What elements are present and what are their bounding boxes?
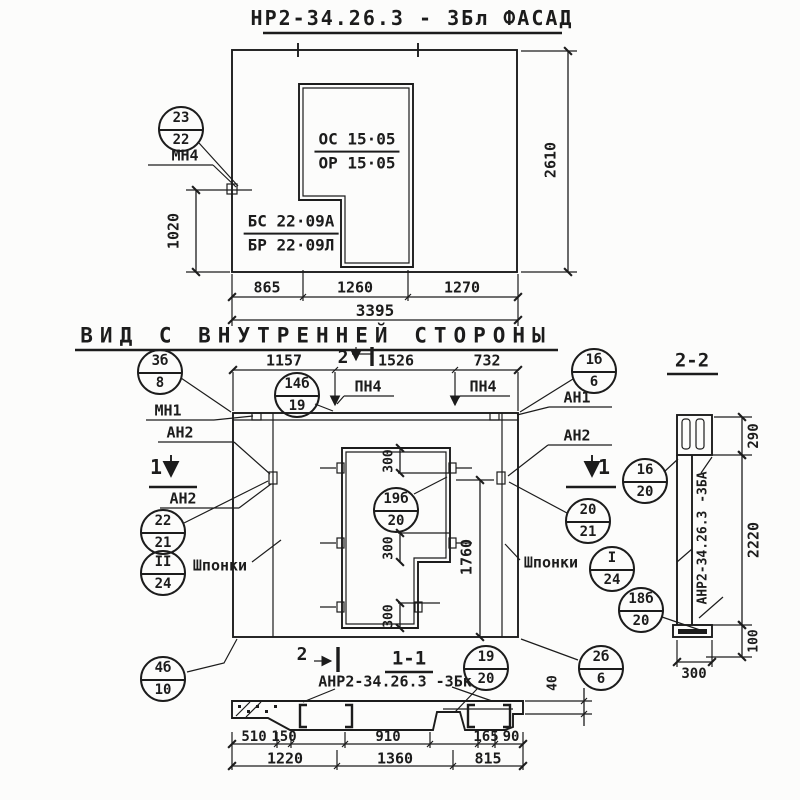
callout-top: I	[607, 550, 617, 566]
callout-top: 16	[636, 462, 654, 478]
dim-815: 815	[474, 749, 502, 768]
callout-top: 20	[579, 502, 597, 518]
callout-16-20	[622, 458, 668, 504]
callout-top: II	[154, 554, 172, 570]
callout-divider	[465, 668, 507, 670]
callout-divider	[375, 510, 417, 512]
dim-100: 100	[746, 629, 762, 653]
callout-bottom: 22	[172, 132, 190, 148]
dim-510: 510	[241, 729, 267, 745]
dim-1220: 1220	[266, 749, 304, 768]
callout-divider	[620, 610, 662, 612]
callout-bottom: 21	[579, 524, 597, 540]
callout-top: 18б	[628, 591, 654, 607]
label-an1: АН1	[563, 388, 591, 407]
callout-divider	[139, 372, 181, 374]
callout-bottom: 8	[155, 375, 165, 391]
callout-23-22	[158, 106, 204, 152]
section-1-1-title: 1-1	[391, 647, 427, 670]
opening-mark-bottom: ОР 15·05	[318, 154, 396, 173]
dim-1260: 1260	[336, 278, 374, 297]
callout-14b-19	[274, 372, 320, 418]
callout-bottom: 10	[154, 682, 172, 698]
callout-top: 14б	[284, 376, 310, 392]
dim-1526: 1526	[377, 351, 415, 370]
callout-bottom: 24	[603, 572, 621, 588]
label-shponki-right: Шпонки	[523, 553, 579, 572]
callout-top: 23	[172, 110, 190, 126]
dim-1157: 1157	[265, 351, 303, 370]
callout-divider	[142, 532, 184, 534]
dim-300-bottom: 300	[381, 604, 397, 628]
label-an2-right: АН2	[563, 426, 591, 445]
label-an2-left-bottom: АН2	[169, 489, 197, 508]
callout-divider	[142, 679, 184, 681]
callout-II-24	[140, 550, 186, 596]
dim-910: 910	[375, 729, 401, 745]
dim-1360: 1360	[376, 749, 414, 768]
dim-300-mid: 300	[381, 536, 397, 560]
callout-top: 19	[477, 649, 495, 665]
callout-bottom: 6	[589, 374, 599, 390]
callout-bottom: 20	[477, 671, 495, 687]
cut-mark-1-left: 1	[149, 455, 163, 479]
label-pn4-right: ПН4	[469, 377, 497, 396]
dim-40: 40	[545, 675, 561, 691]
dim-3395: 3395	[355, 301, 395, 320]
dim-1270: 1270	[443, 278, 481, 297]
callout-3b-8	[137, 349, 183, 395]
callout-divider	[276, 395, 318, 397]
section-2-2-label: АНР2-34.26.3 -3БА	[695, 471, 711, 605]
cut-mark-2-top: 2	[337, 347, 349, 368]
block-mark	[244, 213, 339, 256]
dim-165: 165	[473, 729, 499, 745]
callout-I-24	[589, 546, 635, 592]
cut-mark-2-bottom: 2	[296, 644, 308, 665]
dim-150: 150	[271, 729, 297, 745]
callout-18b-20	[618, 587, 664, 633]
callout-bottom: 20	[636, 484, 654, 500]
dim-300-sec22: 300	[681, 666, 707, 682]
callout-bottom: 24	[154, 576, 172, 592]
label-an2-left-top: АН2	[166, 423, 194, 442]
label-mn1: МН1	[154, 401, 182, 420]
callout-divider	[142, 573, 184, 575]
callout-top: 22	[154, 513, 172, 529]
callout-bottom: 20	[632, 613, 650, 629]
callout-divider	[567, 521, 609, 523]
callout-19b-20	[373, 487, 419, 533]
callout-1b-6	[571, 348, 617, 394]
callout-top: 1б	[585, 352, 603, 368]
dim-732: 732	[473, 351, 501, 370]
callout-20-21	[565, 498, 611, 544]
block-mark-bottom: БР 22·09Л	[247, 236, 335, 255]
callout-top: 3б	[151, 353, 169, 369]
dim-300-top: 300	[381, 449, 397, 473]
block-mark-top: БС 22·09А	[244, 213, 339, 235]
callout-bottom: 6	[596, 671, 606, 687]
callout-bottom: 19	[288, 398, 306, 414]
inner-view-title: ВИД С ВНУТРЕННЕЙ СТОРОНЫ	[80, 323, 552, 348]
callout-4b-10	[140, 656, 186, 702]
callout-2b-6	[578, 645, 624, 691]
dim-1020: 1020	[164, 212, 183, 250]
callout-top: 4б	[154, 660, 172, 676]
callout-bottom: 20	[387, 513, 405, 529]
facade-title: НР2-34.26.3 - 3Бл ФАСАД	[250, 6, 574, 30]
callout-19-20	[463, 645, 509, 691]
dim-90: 90	[502, 729, 520, 745]
label-shponki-left: Шпонки	[192, 556, 248, 575]
dim-1760: 1760	[457, 538, 476, 576]
opening-mark	[314, 131, 399, 174]
label-pn4-left: ПН4	[354, 377, 382, 396]
callout-divider	[573, 371, 615, 373]
dim-290: 290	[746, 423, 762, 449]
callout-bottom: 21	[154, 535, 172, 551]
section-2-2-title: 2-2	[674, 349, 710, 372]
callout-divider	[624, 481, 666, 483]
dim-865: 865	[253, 278, 281, 297]
callout-divider	[580, 668, 622, 670]
callout-top: 2б	[592, 649, 610, 665]
dim-2220: 2220	[744, 521, 763, 559]
section-1-1-label: АНР2-34.26.3 -3Бк	[318, 672, 472, 691]
opening-mark-top: ОС 15·05	[314, 131, 399, 153]
callout-divider	[160, 129, 202, 131]
anchor-label-mn4: МН4	[171, 146, 199, 165]
cut-mark-1-right: 1	[597, 455, 611, 479]
callout-top: 19б	[383, 491, 409, 507]
callout-divider	[591, 569, 633, 571]
dim-2610: 2610	[541, 141, 560, 179]
callout-22-21	[140, 509, 186, 555]
